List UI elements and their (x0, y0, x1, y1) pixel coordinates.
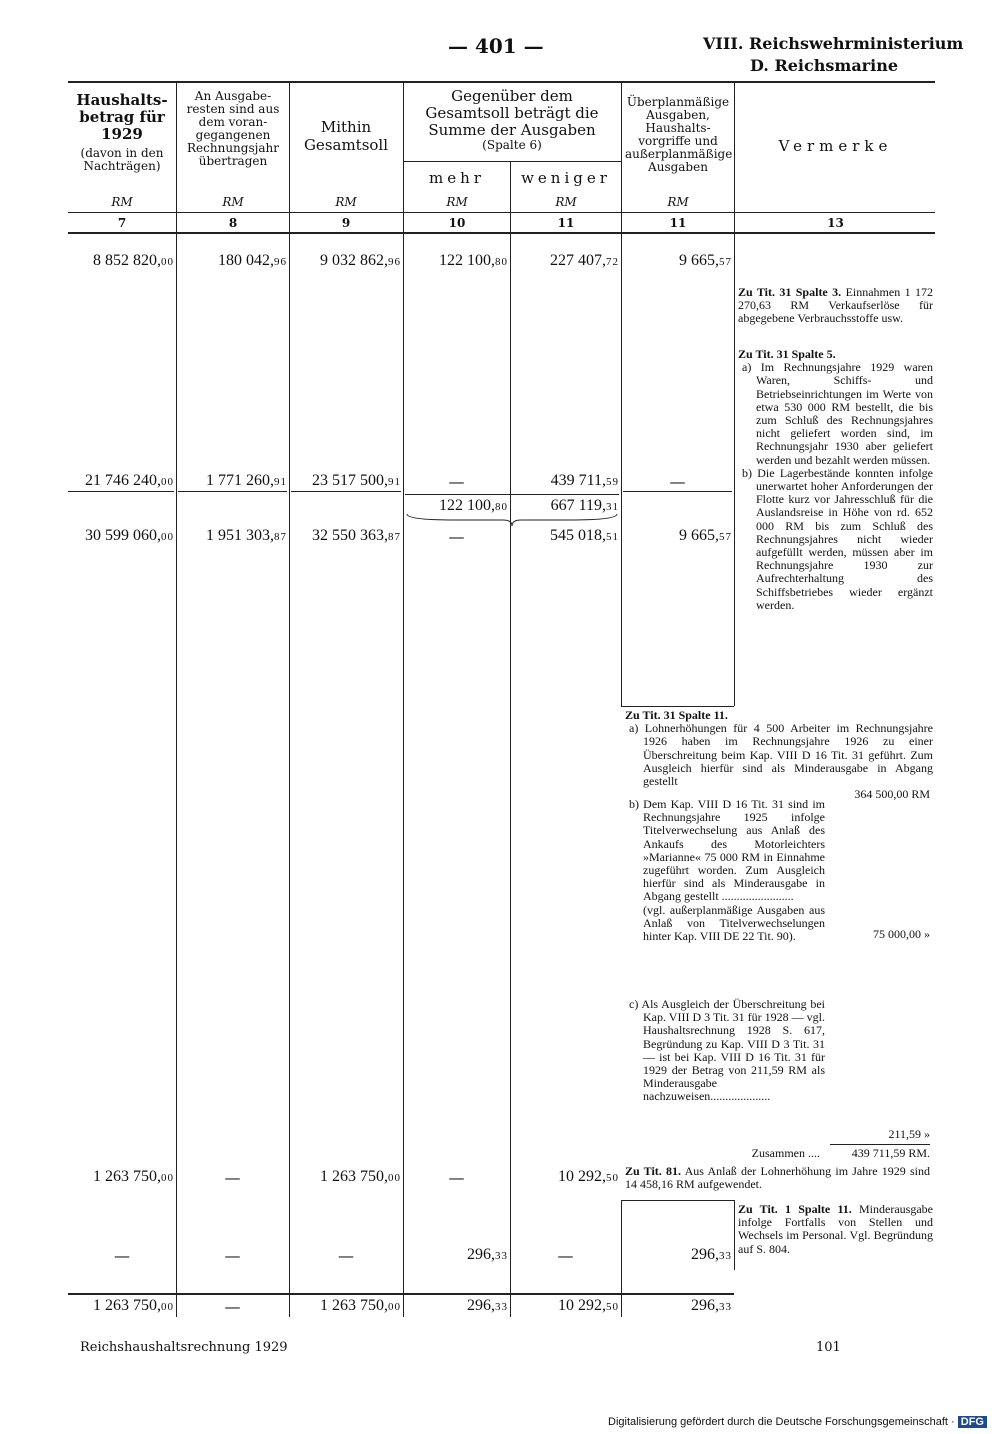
col11b-header: Überplanmäßige Ausgaben, Haushalts-vorgriffe und außerplanmäßige Ausgaben (625, 95, 733, 174)
note-tit31-sp11: Zu Tit. 31 Spalte 11. a) Lohnerhöhungen für 4 500 Arbeiter im Rechnungsjahre 1926 haben im Rechnungsjahre 1926 zu einer Überschreitung beim Kap. VIII D 16 Tit. 31 geführt. Zum Ausgleich hierfür sind als Minderausgabe in Abgang gestellt 364 500,00 RM (625, 708, 933, 802)
table-row: — (114, 1246, 130, 1265)
col10-number: 10 (448, 216, 466, 230)
page-number: — 401 — (448, 34, 544, 58)
col9-unit: RM (335, 195, 357, 209)
col7-unit: RM (111, 195, 133, 209)
note-amount-c: 211,59 » (888, 1127, 930, 1141)
col11-unit: RM (555, 195, 577, 209)
note-tit31-sp5: Zu Tit. 31 Spalte 5. a) Im Rechnungsjahre 1929 waren Waren, Schiffs- und Betriebseinrichtungen im Werte von etwa 530 000 RM bestellt, die bis zum Schluß des Rechnungsjahres nicht geliefert worden sind, im Rechnungsjahr 1930 aber geliefert werden und bezahlt werden müssen. b) Die Lagerbestände konnten infolge unerwartet hoher Anforderungen der Flotte kurz vor Jahresschluß für die Auslandsreise in Höhe von rd. 652 000 RM bis zum Schluß des Rechnungsjahres nicht wieder aufgefüllt werden, müssen aber im Rechnungsjahre 1930 zur Aufrechterhaltung des Schiffsbetriebes wieder ergänzt werden. (738, 347, 933, 612)
note-total-label: Zusammen .... (751, 1146, 820, 1160)
col11-number: 11 (557, 216, 575, 230)
col10-11-header: Gegenüber dem Gesamtsoll beträgt die Summe der Ausgaben (Spalte 6) (425, 87, 599, 152)
dfg-logo: DFG (958, 1416, 987, 1428)
note-tit31-sp11-c: c) Als Ausgleich der Überschreitung bei Kap. VIII D 3 Tit. 31 für 1928 — vgl. Haushaltsrechnung 1928 S. 617, Begründung zu Kap. VIII D 3 Tit. 31 — ist bei Kap. VIII D 16 Tit. 31 für 1929 der Betrag von 211,59 RM als Minderausgabe nachzuweisen.................... (629, 997, 825, 1104)
subsection-title: D. Reichsmarine (750, 56, 898, 75)
note-tit31-sp11-b: b) Dem Kap. VIII D 16 Tit. 31 sind im Rechnungsjahre 1925 infolge Titelverwechselung aus Anlaß des Ankaufs des Motorleichters »Marianne« 75 000 RM in Einnahme zugeführt worden. Zum Ausgleich hierfür sind als Minderausgabe in Abgang gestellt ........................ (vgl. außerplanmäßige Ausgaben aus Anlaß von Titelverwechselungen hinter Kap. VIII DE 22 Tit. 90). (629, 797, 825, 944)
col8-number: 8 (228, 216, 238, 230)
col11b-unit: RM (667, 195, 689, 209)
footer-page: 101 (816, 1340, 841, 1355)
col9-number: 9 (341, 216, 351, 230)
col8-header: An Ausgabe-resten sind aus dem voran-gegangenen Rechnungsjahr übertragen (186, 89, 280, 168)
brace (405, 512, 619, 528)
table-row: 1 263 750,00 (93, 1297, 174, 1314)
col7-header: Haushalts-betrag für 1929 (davon in den Nachträgen) (76, 91, 168, 173)
col13-header: Vermerke (778, 137, 893, 155)
note-amount-b: 75 000,00 » (873, 927, 930, 941)
col9-header: Mithin Gesamtsoll (303, 118, 389, 154)
table-row: 1 263 750,00 (93, 1168, 174, 1185)
col11b-number: 11 (669, 216, 687, 230)
col8-unit: RM (222, 195, 244, 209)
section-title: VIII. Reichswehrministerium (703, 34, 964, 53)
note-tit31-sp3: Zu Tit. 31 Spalte 3. Einnahmen 1 172 270,63 RM Verkaufserlöse für abgegebene Verbrauchsstoffe usw. (738, 285, 933, 326)
note-tit81: Zu Tit. 81. Aus Anlaß der Lohnerhöhung im Jahre 1929 sind 14 458,16 RM aufgewendet. (625, 1164, 931, 1192)
footer-credit: Digitalisierung gefördert durch die Deutsche Forschungsgemeinschaft · DFG (608, 1416, 987, 1428)
col11-header: weniger (521, 169, 611, 187)
note-total-amount: 439 711,59 RM. (851, 1146, 930, 1160)
col10-unit: RM (446, 195, 468, 209)
table-row: 21 746 240,00 (85, 472, 174, 489)
note-tit1-sp11: Zu Tit. 1 Spalte 11. Minderausgabe infolge Fortfalls von Stellen und Wechsels im Personal. Vgl. Begründung auf S. 804. (738, 1202, 933, 1256)
table-row: 30 599 060,00 (85, 527, 174, 544)
col10-header: mehr (429, 169, 485, 187)
table-row: 8 852 820,00 (93, 252, 174, 269)
table-top-rule (68, 81, 935, 83)
footer-source: Reichshaushaltsrechnung 1929 (80, 1340, 288, 1355)
col13-number: 13 (827, 216, 844, 230)
col7-number: 7 (117, 216, 127, 230)
